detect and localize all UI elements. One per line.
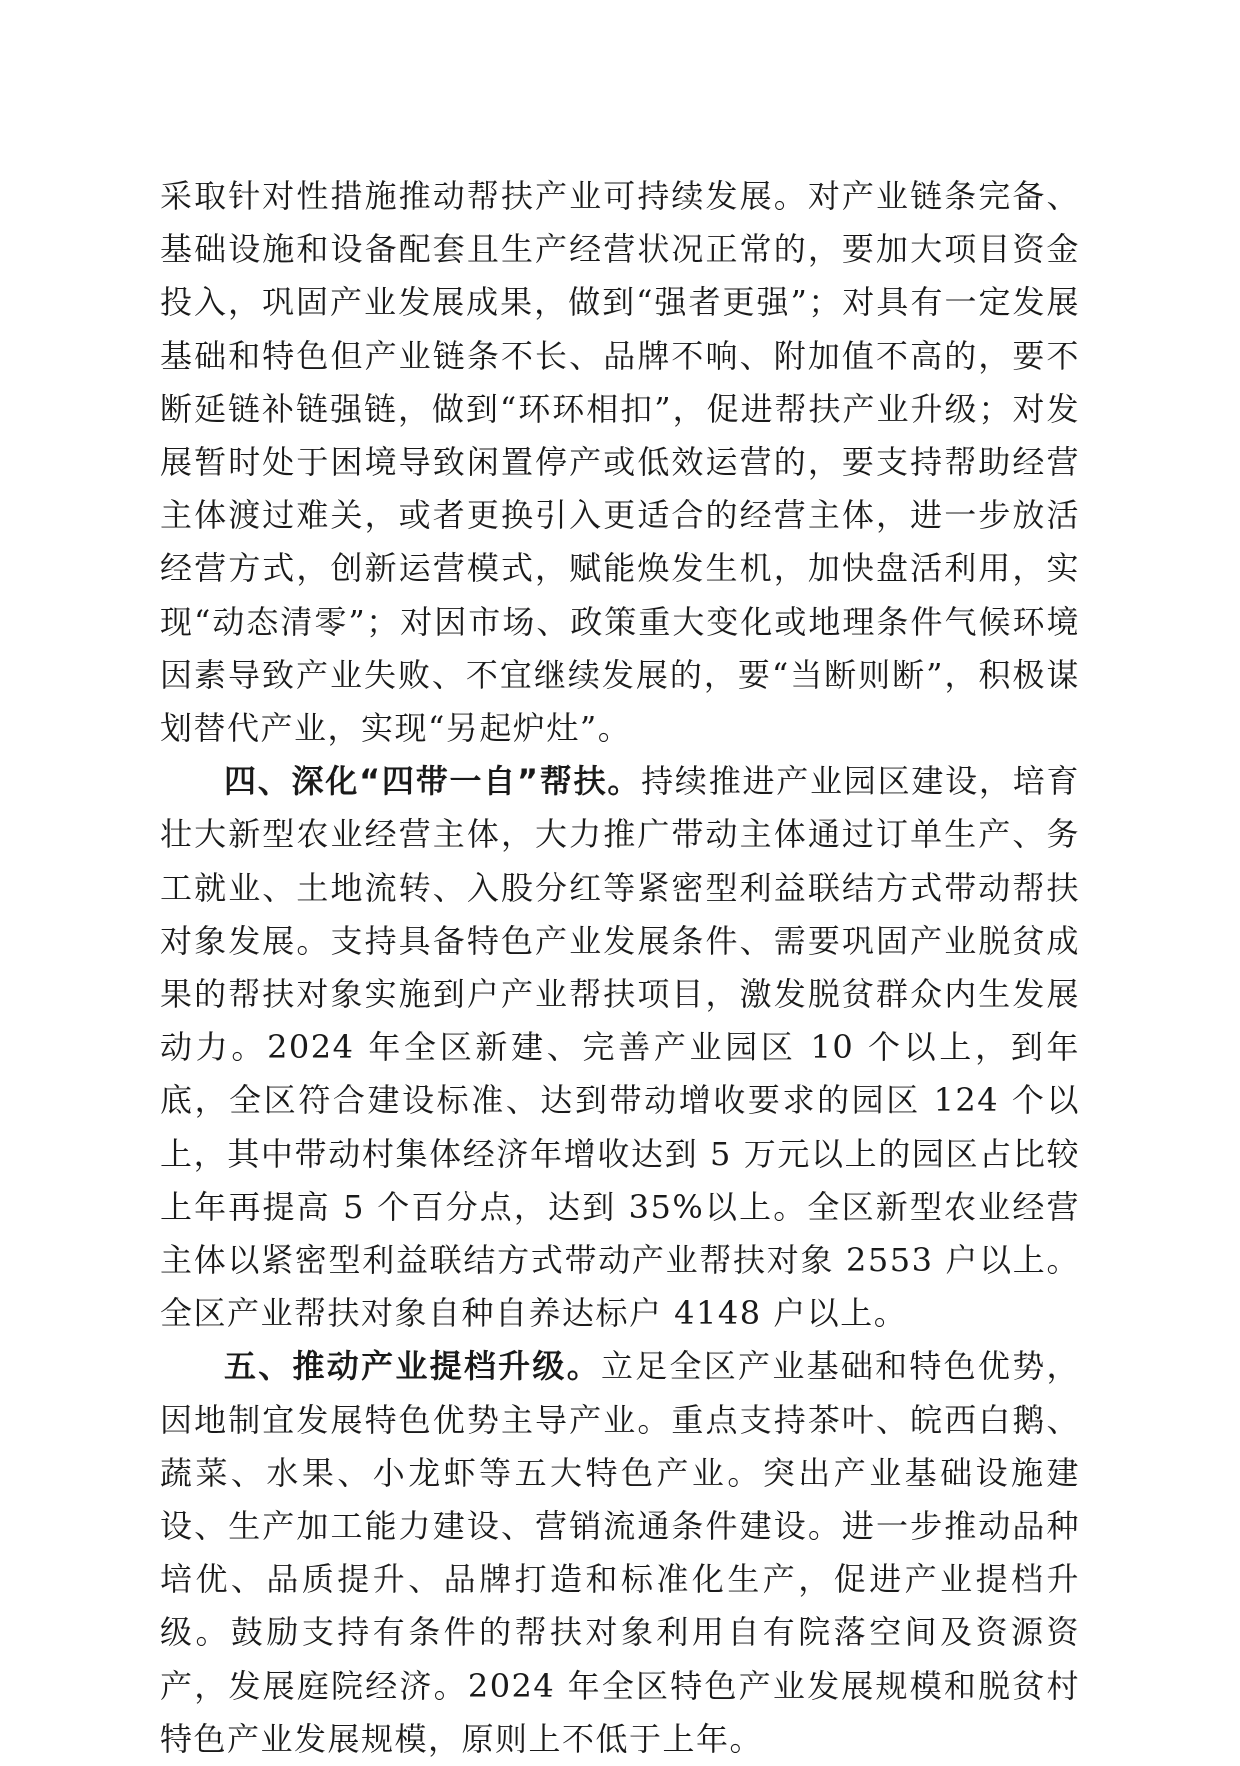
- section-heading: 四、深化“四带一自”帮扶。: [224, 762, 642, 801]
- paragraph-text: 采取针对性措施推动帮扶产业可持续发展。对产业链条完备、基础设施和设备配套且生产经营状况正常的，要加大项目资金投入，巩固产业发展成果，做到“强者更强”；对具有一定发展基础和特色但产业链条不长、品牌不响、附加值不高的，要不断延链补链强链，做到“环环相扣”，促进帮扶产业升级；对发展暂时处于困境导致闲置停产或低效运营的，要支持帮助经营主体渡过难关，或者更换引入更适合的经营主体，进一步放活经营方式，创新运营模式，赋能焕发生机，加快盘活利用，实现“动态清零”；对因市场、政策重大变化或地理条件气候环境因素导致产业失败、不宜继续发展的，要“当断则断”，积极谋划替代产业，实现“另起炉灶”。: [160, 177, 1080, 748]
- paragraph-text: 持续推进产业园区建设，培育壮大新型农业经营主体，大力推广带动主体通过订单生产、务工就业、土地流转、入股分红等紧密型利益联结方式带动帮扶对象发展。支持具备特色产业发展条件、需要巩固产业脱贫成果的帮扶对象实施到户产业帮扶项目，激发脱贫群众内生发展动力。2024 年全区新建、完善产业园区 10 个以上，到年底，全区符合建设标准、达到带动增收要求的园区 124 个以上，其中带动村集体经济年增收达到 5 万元以上的园区占比较上年再提高 5 个百分点，达到 35%以上。全区新型农业经营主体以紧密型利益联结方式带动产业帮扶对象 2553 户以上。全区产业帮扶对象自种自养达标户 4148 户以上。: [160, 762, 1080, 1333]
- document-page: [160, 170, 1080, 1766]
- paragraph-section-five: [160, 1340, 1080, 1766]
- paragraph-text: 立足全区产业基础和特色优势，因地制宜发展特色优势主导产业。重点支持茶叶、皖西白鹅、蔬菜、水果、小龙虾等五大特色产业。突出产业基础设施建设、生产加工能力建设、营销流通条件建设。进一步推动品种培优、品质提升、品牌打造和标准化生产，促进产业提档升级。鼓励支持有条件的帮扶对象利用自有院落空间及资源资产，发展庭院经济。2024 年全区特色产业发展规模和脱贫村特色产业发展规模，原则上不低于上年。: [160, 1347, 1080, 1758]
- paragraph-continuation: [160, 170, 1080, 755]
- paragraph-section-four: [160, 755, 1080, 1340]
- section-heading: 五、推动产业提档升级。: [224, 1347, 601, 1386]
